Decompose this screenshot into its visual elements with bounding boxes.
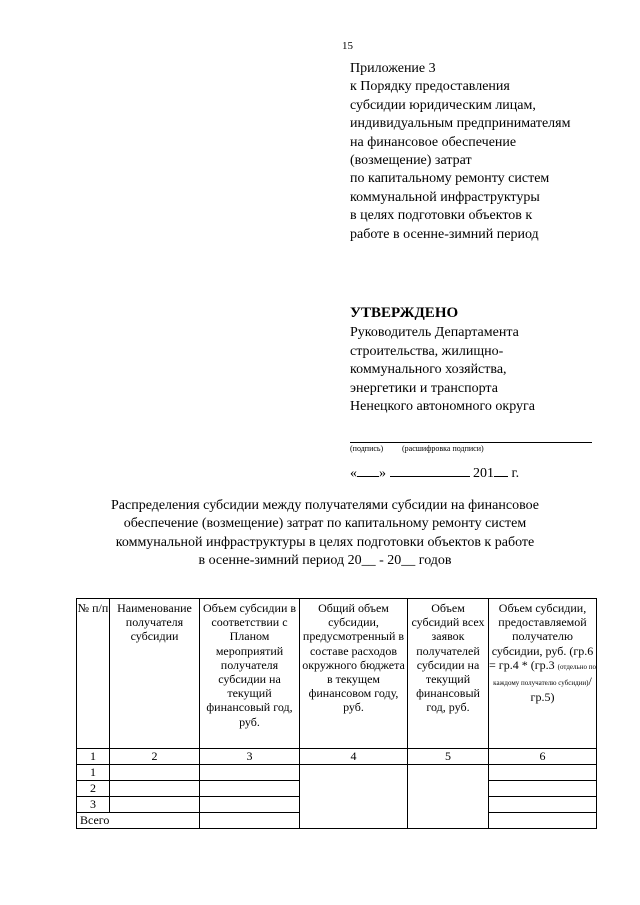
heading-line: коммунальной инфраструктуры в целях подготовки объектов к работе [115,534,535,550]
approval-block [350,324,535,417]
plan-volume-cell [200,781,300,797]
approval-line: энергетики и транспорта [350,380,498,396]
appendix-line: Приложение 3 [350,61,436,76]
appendix-line: в целях подготовки объектов к [350,208,533,224]
column-number-row [77,749,597,765]
recipient-name-cell [110,765,200,781]
plan-volume-total-cell [200,813,300,829]
total-budget-cell [300,765,408,829]
granted-subsidy-total-cell [489,813,597,829]
approval-date [350,463,519,482]
column-number: 3 [200,749,300,765]
signature-line [350,442,592,443]
approval-line: коммунального хозяйства, [350,362,507,377]
page-number: 15 [342,40,353,52]
row-number: 1 [77,765,110,781]
appendix-line: по капитальному ремонту систем [350,171,550,187]
header-cell: Наименование получателя субсидии [110,599,200,749]
recipient-name-cell [110,797,200,813]
table-row [77,765,597,781]
document-heading [100,497,550,571]
date-day-blank [357,463,379,477]
date-month-blank [390,463,470,477]
date-close-quote: » [379,466,386,481]
signature-decoding-label: (расшифровка подписи) [402,444,484,453]
appendix-line: на финансовое обеспечение [350,134,517,150]
appendix-line: работе в осенне-зимний период [350,226,539,242]
column-number: 6 [489,749,597,765]
heading-line: обеспечение (возмещение) затрат по капитальному ремонту систем [123,516,527,532]
header-6-tail: /гр.5) [530,674,592,705]
column-number: 5 [408,749,489,765]
granted-subsidy-cell [489,797,597,813]
header-cell: Общий объем субсидии, предусмотренный в составе расходов окружного бюджета в текущем финансовом году, руб. [300,599,408,749]
date-open-quote: « [350,466,357,481]
appendix-line: индивидуальным предпринимателям [350,116,571,132]
approval-line: строительства, жилищно- [350,343,504,359]
row-number: 2 [77,781,110,797]
heading-line: в осенне-зимний период 20__ - 20__ годов [198,553,452,569]
recipient-name-cell [110,781,200,797]
header-cell: № п/п [77,599,110,749]
granted-subsidy-cell [489,781,597,797]
approval-line: Ненецкого автономного округа [350,399,535,414]
signature-label: (подпись) [350,444,384,453]
date-year-prefix: 201 [473,466,494,481]
total-label: Всего [77,813,200,829]
appendix-block [350,60,570,244]
date-year-blank [494,463,508,477]
header-cell: Объем субсидии в соответствии с Планом мероприятий получателя субсидии на текущий финансовый год, руб. [200,599,300,749]
appendix-line: (возмещение) затрат [350,153,472,169]
approved-title: УТВЕРЖДЕНО [350,305,459,321]
applications-volume-cell [408,765,489,829]
column-number: 2 [110,749,200,765]
column-number: 1 [77,749,110,765]
subsidy-distribution-table [76,598,597,829]
header-6-formula: (гр.3 [530,657,555,672]
header-6-note: (отдельно по каждому получателю субсидии) [493,662,596,688]
table-header-row [77,599,597,749]
date-suffix: г. [511,466,520,481]
row-number: 3 [77,797,110,813]
plan-volume-cell [200,765,300,781]
appendix-line: коммунальной инфраструктуры [350,189,540,205]
appendix-line: к Порядку предоставления [350,79,510,95]
appendix-line: субсидии юридическим лицам, [350,97,536,113]
column-number: 4 [300,749,408,765]
header-cell-6 [489,599,597,749]
header-6-text: Объем субсидии, предоставляемой получателю субсидии, руб. (гр.6 = гр.4 * [489,601,594,672]
plan-volume-cell [200,797,300,813]
heading-line: Распределения субсидии между получателями субсидии на финансовое [110,498,539,513]
header-cell: Объем субсидий всех заявок получателей субсидии на текущий финансовый год, руб. [408,599,489,749]
approval-line: Руководитель Департамента [350,325,519,340]
granted-subsidy-cell [489,765,597,781]
